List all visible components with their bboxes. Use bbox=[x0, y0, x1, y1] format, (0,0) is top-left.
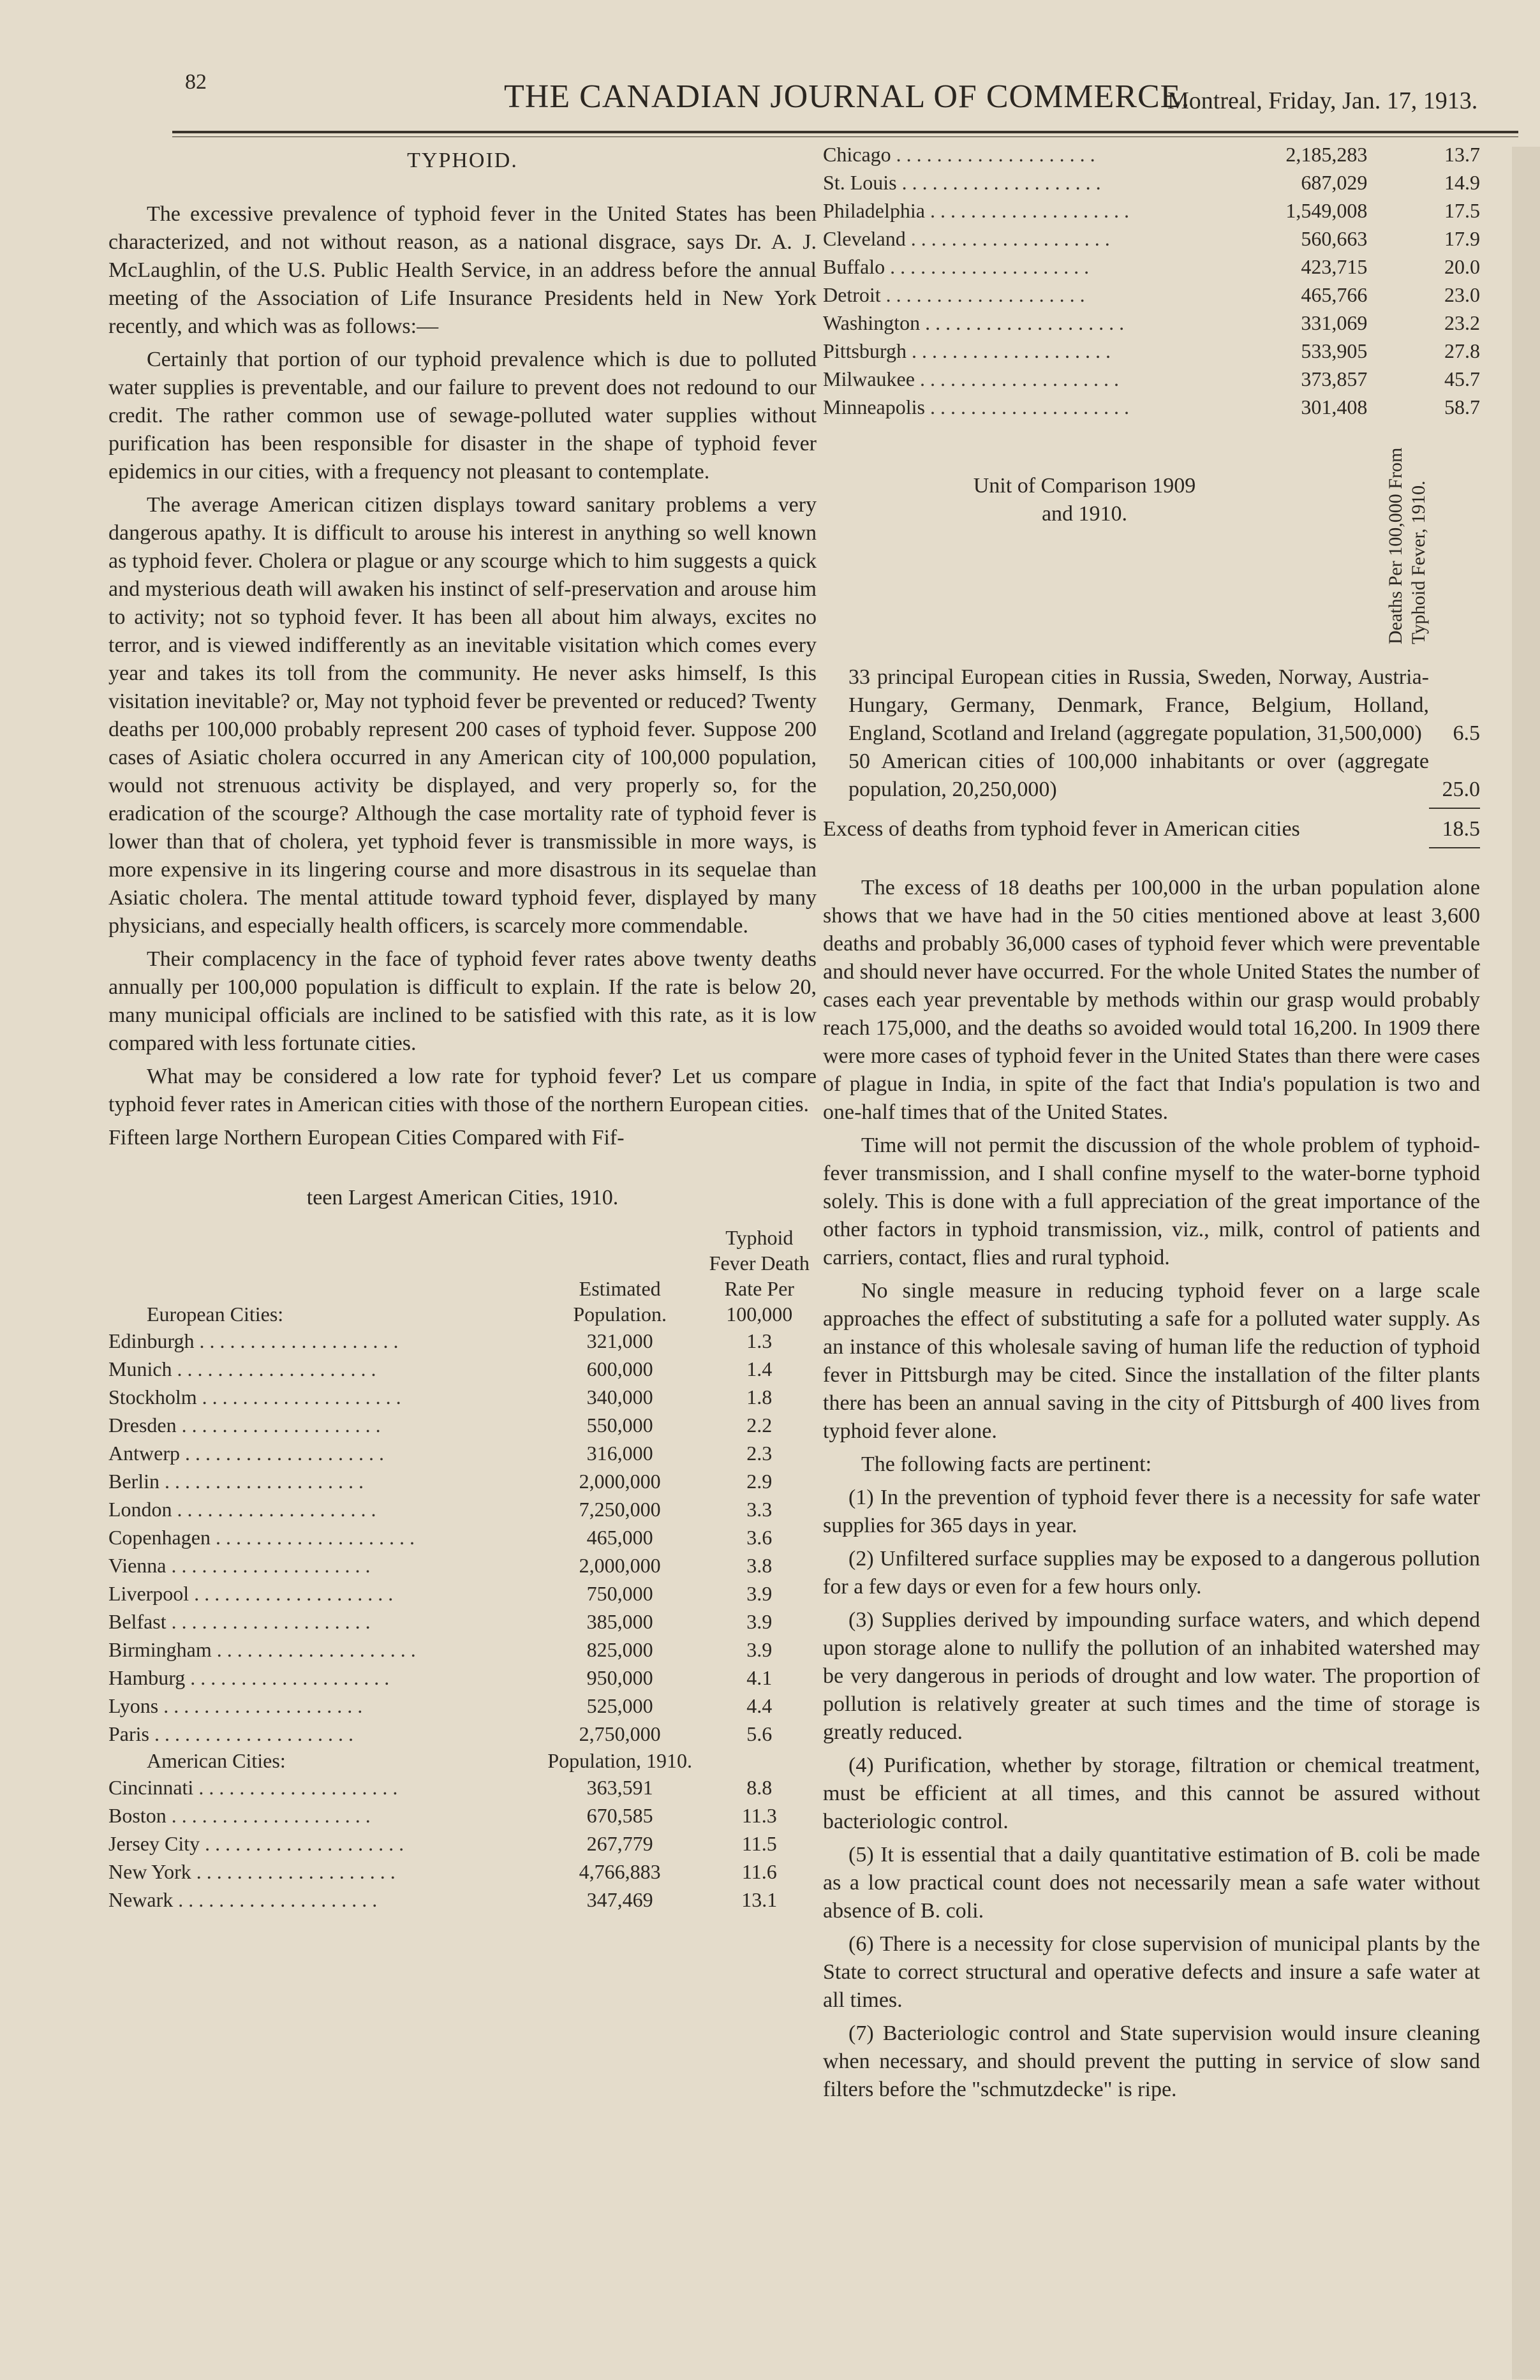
city-name: Cincinnati bbox=[108, 1776, 194, 1799]
city-death-rate: 3.8 bbox=[746, 1554, 773, 1577]
dateline: Montreal, Friday, Jan. 17, 1913. bbox=[1167, 87, 1478, 114]
european-cities-body bbox=[108, 1327, 817, 1748]
city-name: Jersey City bbox=[108, 1832, 200, 1855]
american-header-row bbox=[108, 1748, 817, 1773]
table-row bbox=[108, 1664, 817, 1692]
city-death-rate: 3.9 bbox=[746, 1610, 773, 1633]
city-name: Philadelphia bbox=[823, 199, 925, 222]
american-cities-header: American Cities: bbox=[147, 1749, 286, 1772]
city-population: 301,408 bbox=[1301, 395, 1368, 418]
city-name: Boston bbox=[108, 1804, 167, 1827]
city-name: Munich bbox=[108, 1357, 172, 1380]
table-row bbox=[823, 196, 1480, 225]
rate-header: Typhoid Fever Death Rate Per 100,000 bbox=[709, 1226, 810, 1326]
city-name: Newark bbox=[108, 1888, 174, 1911]
population-header: Estimated Population. bbox=[573, 1277, 667, 1326]
city-death-rate: 23.2 bbox=[1444, 311, 1480, 334]
table-row bbox=[108, 1829, 817, 1858]
table-row bbox=[108, 1383, 817, 1411]
dot-leader: . . . . . . . . . . . . . . . . . . . . bbox=[914, 367, 1119, 390]
city-name: Berlin bbox=[108, 1470, 159, 1493]
paragraph: The average American citizen displays toward sanitary problems a very dangerous apathy. It is difficult to arouse his interest in anything so well known as typhoid fever. Cholera or plague or any scourge which to him suggests a quick and mysterious death will awaken his instinct of self-preservation and arouse him to activity; not so typhoid fever. It has been all about him always, excites no terror, and is viewed indifferently as an inevitable visitation which comes every year and takes its toll from the community. He never asks himself, Is this visitation inevitable? or, May not typhoid fever be prevented or reduced? Twenty deaths per 100,000 probably represent 200 cases of typhoid fever. Suppose 200 cases of Asiatic cholera occurred in any American city of 100,000 population, would not strenuous activity be displayed, and very properly so, for the eradication of the scourge? Although the case mortality rate of typhoid fever is lower than that of cholera, yet typhoid fever is transmissible in more ways, is more expensive in its lingering course and more disastrous in its sequelae than Asiatic cholera. The mental attitude toward typhoid fever, displayed by many physicians, and especially health officers, is scarcely more commendable. bbox=[108, 493, 817, 938]
table-row bbox=[823, 393, 1480, 421]
unit-of-comparison-label: Unit of Comparison 1909 and 1910. bbox=[973, 474, 1196, 526]
city-population: 373,857 bbox=[1301, 367, 1368, 390]
dot-leader: . . . . . . . . . . . . . . . . . . . . bbox=[159, 1470, 364, 1493]
comparison-value: 6.5 bbox=[1453, 721, 1480, 745]
paragraph: The excess of 18 deaths per 100,000 in the urban population alone shows that we have had in the 50 cities mentioned above at least 3,600 deaths and probably 36,000 cases of typhoid fever which were preventable and should never have occurred. For the whole United States the number of cases each year preventable by methods within our grasp would probably reach 175,000, and the deaths so avoided would total 16,200. In 1909 there were more cases of typhoid fever in the United States than there were cases of plague in India, in spite of the fact that India's population is two and one-half times that of the United States. bbox=[823, 876, 1480, 1124]
dot-leader: . . . . . . . . . . . . . . . . . . . . bbox=[172, 1357, 376, 1380]
city-name: Liverpool bbox=[108, 1582, 189, 1605]
comparison-header bbox=[823, 421, 1480, 663]
table-lead-in: Fifteen large Northern European Cities Compared with Fif- bbox=[108, 1126, 625, 1149]
city-death-rate: 11.5 bbox=[741, 1832, 777, 1855]
city-death-rate: 17.5 bbox=[1444, 199, 1480, 222]
city-death-rate: 23.0 bbox=[1444, 283, 1480, 306]
city-name: Birmingham bbox=[108, 1638, 212, 1661]
city-population: 2,000,000 bbox=[579, 1470, 661, 1493]
city-death-rate: 2.9 bbox=[746, 1470, 773, 1493]
dot-leader: . . . . . . . . . . . . . . . . . . . . bbox=[172, 1498, 376, 1521]
left-column bbox=[108, 140, 817, 1914]
city-name: Stockholm bbox=[108, 1386, 197, 1408]
dot-leader: . . . . . . . . . . . . . . . . . . . . bbox=[210, 1526, 415, 1549]
city-name: Chicago bbox=[823, 143, 891, 166]
paragraph: Time will not permit the discussion of the whole problem of typhoid-fever transmission, and I shall confine myself to the water-borne typhoid solely. This is done with a full appreciation of the great importance of the other factors in typhoid transmission, viz., milk, control of patients and carriers, contact, flies and rural typhoid. bbox=[823, 1134, 1480, 1269]
table-row bbox=[108, 1551, 817, 1579]
dot-leader: . . . . . . . . . . . . . . . . . . . . bbox=[194, 1329, 399, 1352]
city-death-rate: 1.3 bbox=[746, 1329, 773, 1352]
city-death-rate: 4.1 bbox=[746, 1666, 773, 1689]
city-population: 1,549,008 bbox=[1285, 199, 1368, 222]
city-population: 550,000 bbox=[586, 1414, 653, 1437]
american-cities-continued-body bbox=[823, 140, 1480, 421]
dot-leader: . . . . . . . . . . . . . . . . . . . . bbox=[149, 1722, 353, 1745]
dot-leader: . . . . . . . . . . . . . . . . . . . . bbox=[179, 1442, 384, 1465]
city-comparison-table bbox=[108, 1225, 817, 1914]
city-population: 465,000 bbox=[586, 1526, 653, 1549]
city-population: 750,000 bbox=[586, 1582, 653, 1605]
city-population: 525,000 bbox=[586, 1694, 653, 1717]
page-header bbox=[172, 70, 1518, 128]
table-row bbox=[108, 1495, 817, 1523]
table-row bbox=[108, 1858, 817, 1886]
city-name: Minneapolis bbox=[823, 395, 925, 418]
city-population: 4,766,883 bbox=[579, 1860, 661, 1883]
fact-item: (4) Purification, whether by storage, filtration or chemical treatment, must be efficient at all times, and this cannot be assured without bacteriologic control. bbox=[823, 1754, 1480, 1833]
city-population: 340,000 bbox=[586, 1386, 653, 1408]
city-name: Hamburg bbox=[108, 1666, 186, 1689]
table-row bbox=[823, 253, 1480, 281]
dot-leader: . . . . . . . . . . . . . . . . . . . . bbox=[189, 1582, 394, 1605]
city-population: 7,250,000 bbox=[579, 1498, 661, 1521]
table-title: teen Largest American Cities, 1910. bbox=[306, 1186, 619, 1209]
sum-rule bbox=[1429, 808, 1480, 809]
city-name: Detroit bbox=[823, 283, 881, 306]
city-population: 533,905 bbox=[1301, 339, 1368, 362]
table-row bbox=[108, 1608, 817, 1636]
excess-value: 18.5 bbox=[1442, 817, 1480, 841]
city-population: 600,000 bbox=[586, 1357, 653, 1380]
table-row bbox=[108, 1411, 817, 1439]
city-name: Pittsburgh bbox=[823, 339, 907, 362]
paragraph: Certainly that portion of our typhoid prevalence which is due to polluted water supplies is preventable, and our failure to prevent does not redound to our credit. The rather common use of sewage-polluted water supplies without purification has been responsible for disaster in the shape of typhoid fever epidemics in our cities, with a frequency not pleasant to contemplate. bbox=[108, 348, 817, 484]
city-death-rate: 2.3 bbox=[746, 1442, 773, 1465]
sum-rule bbox=[1429, 847, 1480, 848]
dot-leader: . . . . . . . . . . . . . . . . . . . . bbox=[166, 1610, 371, 1633]
city-name: Dresden bbox=[108, 1414, 177, 1437]
city-population: 2,185,283 bbox=[1285, 143, 1368, 166]
dot-leader: . . . . . . . . . . . . . . . . . . . . bbox=[176, 1414, 381, 1437]
city-name: Belfast bbox=[108, 1610, 167, 1633]
paragraph: The excessive prevalence of typhoid fever in the United States has been characterized, and not without reason, as a national disgrace, says Dr. A. J. McLaughlin, of the U.S. Public Health Service, in an address before the annual meeting of the Association of Life Insurance Presidents held in New York recently, and which was as follows:— bbox=[108, 202, 817, 338]
table-row bbox=[823, 281, 1480, 309]
fact-item: (5) It is essential that a daily quantitative estimation of B. coli be made as a low practical count does not necessarily mean a safe water without absence of B. coli. bbox=[823, 1843, 1480, 1923]
city-population: 423,715 bbox=[1301, 255, 1368, 278]
city-population: 267,779 bbox=[586, 1832, 653, 1855]
city-death-rate: 13.7 bbox=[1444, 143, 1480, 166]
city-death-rate: 1.4 bbox=[746, 1357, 773, 1380]
city-name: Antwerp bbox=[108, 1442, 180, 1465]
city-population: 2,000,000 bbox=[579, 1554, 661, 1577]
city-population: 825,000 bbox=[586, 1638, 653, 1661]
fact-item: (3) Supplies derived by impounding surface waters, and which depend upon storage alone to nullify the pollution of an inhabited watershed may be very dangerous in periods of drought and low water. The proportion of pollution is relatively greater at such times and the time of storage is greatly reduced. bbox=[823, 1608, 1480, 1744]
dot-leader: . . . . . . . . . . . . . . . . . . . . bbox=[885, 255, 1090, 278]
city-name: Milwaukee bbox=[823, 367, 915, 390]
fact-item: (1) In the prevention of typhoid fever there is a necessity for safe water supplies for 365 days in year. bbox=[823, 1486, 1480, 1537]
city-name: Edinburgh bbox=[108, 1329, 195, 1352]
comparison-value: 25.0 bbox=[1442, 778, 1480, 801]
city-name: New York bbox=[108, 1860, 191, 1883]
dot-leader: . . . . . . . . . . . . . . . . . . . . bbox=[166, 1554, 371, 1577]
excess-row bbox=[823, 815, 1480, 843]
fact-item: (6) There is a necessity for close supervision of municipal plants by the State to correct structural and operative defects and insure a safe water at all times. bbox=[823, 1932, 1480, 2012]
dot-leader: . . . . . . . . . . . . . . . . . . . . bbox=[211, 1638, 416, 1661]
table-row bbox=[108, 1579, 817, 1608]
header-rule-thick bbox=[172, 131, 1518, 133]
table-row bbox=[108, 1886, 817, 1914]
table-row bbox=[823, 168, 1480, 196]
table-row bbox=[823, 365, 1480, 393]
city-death-rate: 3.3 bbox=[746, 1498, 773, 1521]
excess-text: Excess of deaths from typhoid fever in American cities bbox=[823, 817, 1300, 841]
dot-leader: . . . . . . . . . . . . . . . . . . . . bbox=[924, 199, 1129, 222]
dot-leader: . . . . . . . . . . . . . . . . . . . . bbox=[200, 1832, 404, 1855]
city-death-rate: 1.8 bbox=[746, 1386, 773, 1408]
city-name: Copenhagen bbox=[108, 1526, 211, 1549]
paragraph: What may be considered a low rate for typhoid fever? Let us compare typhoid fever rates in American cities with those of the northern European cities. bbox=[108, 1065, 817, 1116]
table-header-row bbox=[108, 1225, 817, 1327]
table-row bbox=[823, 225, 1480, 253]
city-death-rate: 20.0 bbox=[1444, 255, 1480, 278]
table-row bbox=[108, 1467, 817, 1495]
dot-leader: . . . . . . . . . . . . . . . . . . . . bbox=[185, 1666, 390, 1689]
table-row bbox=[108, 1801, 817, 1829]
city-name: London bbox=[108, 1498, 172, 1521]
dot-leader: . . . . . . . . . . . . . . . . . . . . bbox=[896, 171, 1101, 194]
european-cities-header: European Cities: bbox=[147, 1303, 284, 1326]
table-row bbox=[108, 1327, 817, 1355]
city-death-rate: 14.9 bbox=[1444, 171, 1480, 194]
city-death-rate: 3.9 bbox=[746, 1638, 773, 1661]
adjacent-page-edge bbox=[1512, 147, 1540, 2379]
city-population: 316,000 bbox=[586, 1442, 653, 1465]
city-population: 560,663 bbox=[1301, 227, 1368, 250]
city-death-rate: 8.8 bbox=[746, 1776, 773, 1799]
dot-leader: . . . . . . . . . . . . . . . . . . . . bbox=[193, 1776, 398, 1799]
right-column bbox=[823, 140, 1480, 2109]
city-death-rate: 4.4 bbox=[746, 1694, 773, 1717]
dot-leader: . . . . . . . . . . . . . . . . . . . . bbox=[907, 339, 1111, 362]
paragraph: Their complacency in the face of typhoid fever rates above twenty deaths annually per 100,000 population is difficult to explain. If the rate is below 20, many municipal officials are inclined to be satisfied with this rate, as it is low compared with less fortunate cities. bbox=[108, 947, 817, 1055]
table-row bbox=[108, 1355, 817, 1383]
city-death-rate: 13.1 bbox=[741, 1888, 778, 1911]
city-population: 950,000 bbox=[586, 1666, 653, 1689]
comparison-text: 50 American cities of 100,000 inhabitants or over (aggregate population, 20,250,000) bbox=[848, 750, 1429, 801]
city-death-rate: 27.8 bbox=[1444, 339, 1480, 362]
city-name: Vienna bbox=[108, 1554, 167, 1577]
city-name: Cleveland bbox=[823, 227, 906, 250]
dot-leader: . . . . . . . . . . . . . . . . . . . . bbox=[166, 1804, 371, 1827]
dot-leader: . . . . . . . . . . . . . . . . . . . . bbox=[158, 1694, 363, 1717]
table-row bbox=[108, 1720, 817, 1748]
city-population: 465,766 bbox=[1301, 283, 1368, 306]
city-population: 331,069 bbox=[1301, 311, 1368, 334]
city-name: Washington bbox=[823, 311, 921, 334]
city-death-rate: 5.6 bbox=[746, 1722, 773, 1745]
city-population: 2,750,000 bbox=[579, 1722, 661, 1745]
city-death-rate: 58.7 bbox=[1444, 395, 1480, 418]
city-name: Lyons bbox=[108, 1694, 159, 1717]
comparison-row-european bbox=[823, 663, 1480, 748]
table-row bbox=[108, 1439, 817, 1467]
city-population: 321,000 bbox=[586, 1329, 653, 1352]
city-name: Buffalo bbox=[823, 255, 885, 278]
table-row bbox=[823, 140, 1480, 168]
city-death-rate: 11.3 bbox=[741, 1804, 777, 1827]
article-heading: TYPHOID. bbox=[407, 149, 518, 172]
city-death-rate: 3.6 bbox=[746, 1526, 773, 1549]
american-cities-continued-table bbox=[823, 140, 1480, 421]
dot-leader: . . . . . . . . . . . . . . . . . . . . bbox=[880, 283, 1085, 306]
city-death-rate: 11.6 bbox=[741, 1860, 777, 1883]
table-row bbox=[108, 1636, 817, 1664]
table-row bbox=[108, 1773, 817, 1801]
journal-title: THE CANADIAN JOURNAL OF COMMERCE. bbox=[504, 78, 1190, 115]
paragraph: No single measure in reducing typhoid fever on a large scale approaches the effect of substituting a safe for a polluted water supply. As an instance of this wholesale saving of human life the reduction of typhoid fever in Pittsburgh may be cited. Since the installation of the filter plants there has been an annual saving in the city of Pittsburgh of 400 lives from typhoid fever alone. bbox=[823, 1279, 1480, 1443]
american-cities-body bbox=[108, 1773, 817, 1914]
dot-leader: . . . . . . . . . . . . . . . . . . . . bbox=[196, 1386, 401, 1408]
dot-leader: . . . . . . . . . . . . . . . . . . . . bbox=[924, 395, 1129, 418]
population-1910-header: Population, 1910. bbox=[547, 1749, 692, 1772]
fact-item: (2) Unfiltered surface supplies may be exposed to a dangerous pollution for a few days or even for a few hours only. bbox=[823, 1547, 1480, 1599]
table-row bbox=[108, 1523, 817, 1551]
table-row bbox=[823, 309, 1480, 337]
table-row bbox=[108, 1692, 817, 1720]
dot-leader: . . . . . . . . . . . . . . . . . . . . bbox=[920, 311, 1125, 334]
city-name: St. Louis bbox=[823, 171, 897, 194]
city-population: 385,000 bbox=[586, 1610, 653, 1633]
comparison-text: 33 principal European cities in Russia, Sweden, Norway, Austria-Hungary, Germany, Denmark, France, Belgium, Holland, England, Scotland and Ireland (aggregate population, 31,500,000) bbox=[848, 665, 1429, 745]
city-name: Paris bbox=[108, 1722, 149, 1745]
city-population: 687,029 bbox=[1301, 171, 1368, 194]
paragraph: The following facts are pertinent: bbox=[861, 1452, 1152, 1476]
dot-leader: . . . . . . . . . . . . . . . . . . . . bbox=[173, 1888, 378, 1911]
page-number: 82 bbox=[185, 70, 207, 94]
dot-leader: . . . . . . . . . . . . . . . . . . . . bbox=[191, 1860, 396, 1883]
city-population: 363,591 bbox=[586, 1776, 653, 1799]
dot-leader: . . . . . . . . . . . . . . . . . . . . bbox=[891, 143, 1095, 166]
city-death-rate: 45.7 bbox=[1444, 367, 1480, 390]
comparison-row-american bbox=[823, 748, 1480, 804]
city-population: 347,469 bbox=[586, 1888, 653, 1911]
table-row bbox=[823, 337, 1480, 365]
fact-item: (7) Bacteriologic control and State supervision would insure cleaning when necessary, and should prevent the putting in service of slow sand filters before the "schmutzdecke" is ripe. bbox=[823, 2022, 1480, 2101]
city-death-rate: 3.9 bbox=[746, 1582, 773, 1605]
dot-leader: . . . . . . . . . . . . . . . . . . . . bbox=[905, 227, 1110, 250]
city-death-rate: 2.2 bbox=[746, 1414, 773, 1437]
city-death-rate: 17.9 bbox=[1444, 227, 1480, 250]
deaths-rate-vertical-label: Deaths Per 100,000 From Typhoid Fever, 1910. bbox=[1385, 447, 1429, 644]
city-population: 670,585 bbox=[586, 1804, 653, 1827]
